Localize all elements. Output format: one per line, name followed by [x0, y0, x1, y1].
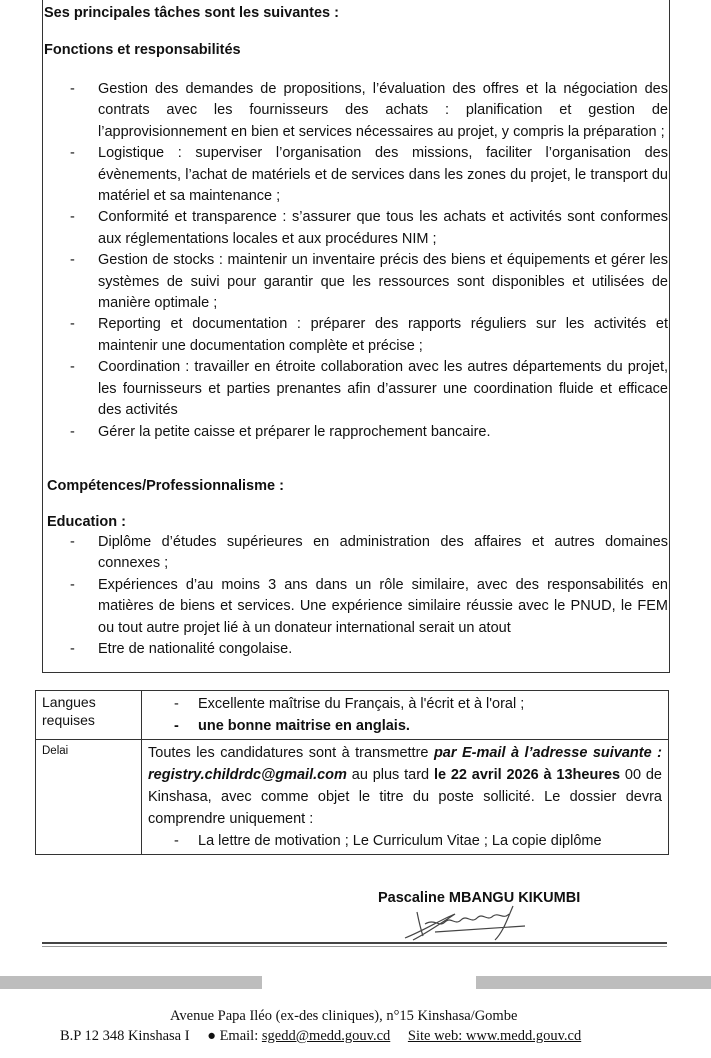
competences-heading: Compétences/Professionnalisme : [47, 478, 284, 494]
education-heading: Education : [47, 514, 126, 530]
footer-bp: B.P 12 348 Kinshasa I [60, 1028, 190, 1044]
intro-heading: Ses principales tâches sont les suivantes : [44, 5, 339, 21]
langues-value [142, 691, 669, 740]
langues-label: Langues requises [36, 691, 142, 740]
footer-band-left [0, 976, 262, 989]
frame-bottom-border [42, 672, 670, 673]
list-item: - Gérer la petite caisse et préparer le rapprochement bancaire. [70, 422, 668, 443]
list-item: - Etre de nationalité congolaise. [70, 639, 668, 660]
list-item: - Reporting et documentation : préparer des rapports réguliers sur les activités et maintenir une documentation complète et précise ; [70, 314, 668, 357]
deadline: le 22 avril 2026 à 13heures [433, 767, 621, 783]
list-item: - Logistique : superviser l’organisation des missions, faciliter l’organisation des évènements, l’achat de matériels et de services dans les zones du projet, le transport du matériel et sa maintenance ; [70, 143, 668, 207]
info-table [35, 690, 669, 855]
bullet-icon: ● [207, 1028, 216, 1044]
frame-right-border [669, 0, 670, 672]
handwritten-signature [395, 900, 535, 945]
list-item: - Excellente maîtrise du Français, à l'écrit et à l'oral ; [148, 693, 662, 715]
list-item: - Gestion de stocks : maintenir un inventaire précis des biens et équipements et gérer les systèmes de suivi pour garantir que les ressources sont disponibles et utilisées de manière optimale ; [70, 250, 668, 314]
taches-list [70, 79, 668, 443]
footer-email-link[interactable]: sgedd@medd.gouv.cd [261, 1028, 391, 1044]
table-row [36, 691, 669, 740]
footer-address: Avenue Papa Iléo (ex-des cliniques), n°15 Kinshasa/Gombe [170, 1008, 518, 1024]
email-instruction: par E-mail à l’adresse suivante : registry.childrdc@gmail.com [148, 745, 662, 783]
list-item: - La lettre de motivation ; Le Curriculum Vitae ; La copie diplôme [148, 830, 662, 852]
fonctions-heading: Fonctions et responsabilités [44, 42, 241, 58]
signatory-name: Pascaline MBANGU KIKUMBI [378, 890, 581, 906]
footer-band-right [476, 976, 711, 989]
delai-value [142, 740, 669, 855]
list-item: - une bonne maitrise en anglais. [148, 715, 662, 737]
footer-email-label: Email: [219, 1028, 262, 1044]
footer-website-link[interactable]: Site web: www.medd.gouv.cd [407, 1028, 582, 1044]
footer-contact [60, 1028, 581, 1045]
list-item: - Coordination : travailler en étroite collaboration avec les autres départements du projet, les fournisseurs et parties prenantes afin d’assurer une coordination fluide et efficace des activités [70, 357, 668, 421]
list-item: - Gestion des demandes de propositions, l’évaluation des offres et la négociation des contrats avec les fournisseurs des achats : planification et gestion de l’approvisionnement en bien et services nécessaires au projet, y compris la préparation ; [70, 79, 668, 143]
delai-label: Delai [36, 740, 142, 855]
education-list [70, 532, 668, 660]
list-item: - Expériences d’au moins 3 ans dans un rôle similaire, avec des responsabilités en matières de biens et services. Une expérience similaire réussie avec le PNUD, le FEM ou tout autre projet lié à un donateur international serait un atout [70, 575, 668, 639]
footer-rule [42, 942, 667, 944]
footer-rule-thin [42, 946, 667, 947]
frame-left-border [42, 0, 43, 672]
delai-text: Toutes les candidatures sont à transmettre par E-mail à l’adresse suivante : registry.childrdc@gmail.com au plus tard le 22 avril 2026 à 13heures 00 de Kinshasa, avec comme objet le titre du poste sollicité. Le dossier devra comprendre uniquement : [148, 745, 662, 827]
list-item: - Conformité et transparence : s’assurer que tous les achats et activités sont conformes aux réglementations locales et aux procédures NIM ; [70, 207, 668, 250]
list-item: - Diplôme d’études supérieures en administration des affaires et autres domaines connexes ; [70, 532, 668, 575]
table-row [36, 740, 669, 855]
